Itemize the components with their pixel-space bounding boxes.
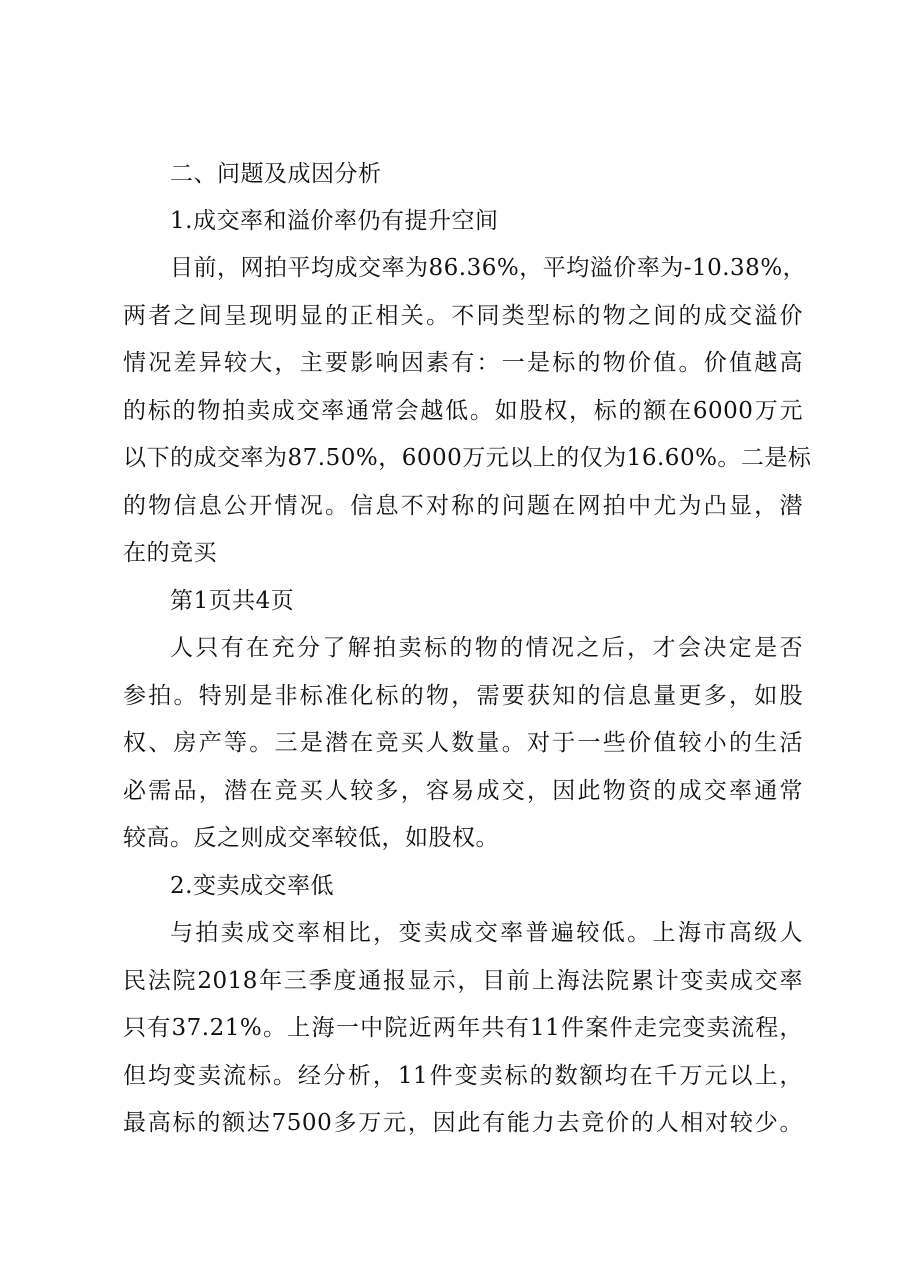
paragraph-line: 情况差异较大，主要影响因素有：一是标的物价值。价值越高 — [123, 350, 803, 376]
paragraph-line: 参拍。特别是非标准化标的物，需要获知的信息量更多，如股 — [123, 683, 803, 709]
paragraph-line: 与拍卖成交率相比，变卖成交率普遍较低。上海市高级人 — [170, 920, 803, 946]
paragraph-line: 在的竞买 — [123, 540, 217, 566]
subheading-1: 1.成交率和溢价率仍有提升空间 — [170, 208, 499, 234]
paragraph-line: 人只有在充分了解拍卖标的物的情况之后，才会决定是否 — [170, 635, 803, 661]
paragraph-line: 两者之间呈现明显的正相关。不同类型标的物之间的成交溢价 — [123, 303, 803, 329]
paragraph-line: 的标的物拍卖成交率通常会越低。如股权，标的额在6000万元 — [123, 398, 803, 424]
section-heading: 二、问题及成因分析 — [170, 161, 382, 187]
paragraph-line: 必需品，潜在竞买人较多，容易成交，因此物资的成交率通常 — [123, 778, 803, 804]
paragraph-line: 目前，网拍平均成交率为86.36%，平均溢价率为-10.38%， — [170, 255, 807, 281]
paragraph-line: 民法院2018年三季度通报显示，目前上海法院累计变卖成交率 — [123, 968, 803, 994]
paragraph-line: 以下的成交率为87.50%，6000万元以上的仅为16.60%。二是标 — [123, 445, 812, 471]
paragraph-line: 但均变卖流标。经分析，11件变卖标的数额均在千万元以上， — [123, 1063, 803, 1089]
paragraph-line: 权、房产等。三是潜在竞买人数量。对于一些价值较小的生活 — [123, 730, 803, 756]
paragraph-line: 最高标的额达7500多万元，因此有能力去竞价的人相对较少。 — [123, 1110, 803, 1136]
subheading-2: 2.变卖成交率低 — [170, 873, 334, 899]
paragraph-line: 较高。反之则成交率较低，如股权。 — [123, 825, 499, 851]
paragraph-line: 的物信息公开情况。信息不对称的问题在网拍中尤为凸显，潜 — [123, 493, 803, 519]
page-footer: 第1页共4页 — [170, 588, 295, 614]
paragraph-line: 只有37.21%。上海一中院近两年共有11件案件走完变卖流程， — [123, 1015, 803, 1041]
